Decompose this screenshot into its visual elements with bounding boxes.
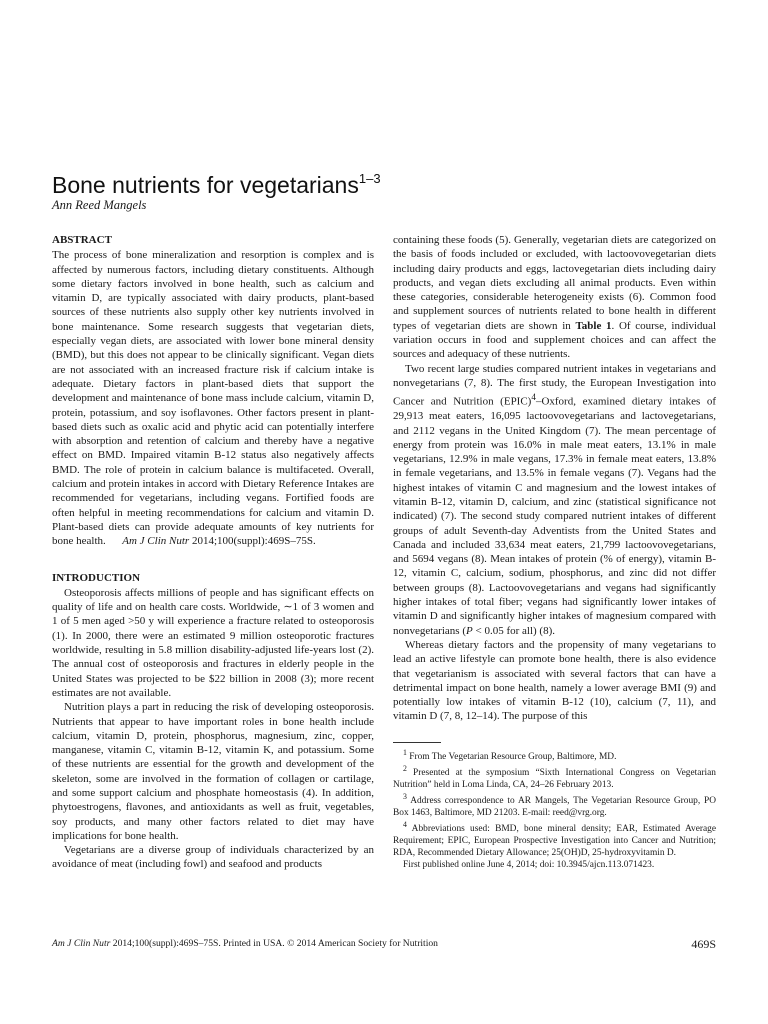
intro-paragraph: Vegetarians are a diverse group of individuals characterized by an avoidance of meat (including fowl) and seafood and products	[52, 844, 374, 871]
table-reference-link[interactable]: Table 1	[575, 319, 612, 332]
right-column	[393, 233, 716, 871]
intro-paragraph: Osteoporosis affects millions of people and has significant effects on quality of life and on health care costs. Worldwide, ∼1 of 3 women and 1 of 5 men aged >50 y will experience a fracture related to osteoporosis (1). In 2000, there were an estimated 9 million osteoporotic fractures worldwide, resulting in 5.8 million disability-adjusted life-years lost (2). The annual cost of osteoporosis and fractures in elderly people in the United States was projected to be $22 billion in 2008 (3); more recent estimates are not available.	[52, 586, 374, 699]
abstract-body	[52, 248, 374, 548]
footnote	[393, 763, 716, 791]
footer-citation-text: 2014;100(suppl):469S–75S. Printed in USA. © 2014 American Society for Nutrition	[112, 938, 438, 949]
footer-citation	[52, 938, 438, 949]
body-paragraph	[393, 362, 716, 638]
footnote-text: Address correspondence to AR Mangels, The Vegetarian Resource Group, PO Box 1463, Baltimore, MD 21203. E-mail: reed@vrg.org.	[393, 796, 716, 819]
body-text: containing these foods (5). Generally, vegetarian diets are categorized on the basis of foods included or excluded, with lactoovovegetarian diets including dairy products and eggs, lactovegetarian diets including dairy products, and vegan diets excluding all animal products. Even within these categories, considerable heterogeneity exists (6). Common food and supplement sources of nutrients related to bone health in different types of vegetarian diets are shown in	[393, 234, 716, 332]
title-superscript: 1–3	[358, 171, 381, 187]
body-paragraph	[393, 233, 716, 362]
footnote-text: From The Vegetarian Resource Group, Baltimore, MD.	[409, 751, 617, 762]
body-paragraph: Whereas dietary factors and the propensity of many vegetarians to lead an active lifestyle can promote bone health, there is also evidence that vegetarianism is associated with several factors that can have a detrimental impact on bone health, namely a lower average BMI (9) and potentially low intakes of vitamin B-12 (10), calcium (7, 11), and vitamin D (7, 8, 12–14). The purpose of this	[393, 638, 716, 723]
intro-paragraph: Nutrition plays a part in reducing the risk of developing osteoporosis. Nutrients that appear to have important roles in bone health include calcium, vitamin D, protein, phosphorus, magnesium, zinc, copper, manganese, vitamin C, vitamin B-12, vitamin K, and potassium. Some of these nutrients are essential for the growth and development of the skeleton, some are involved in the formation of collagen or cartilage, and some support calcium and phosphate homeostasis (4). In addition, phytoestrogens, flavones, and antioxidants as well as fruit, vegetables, soy products, and many other factors related to diet may have implications for bone health.	[52, 701, 374, 842]
footnote	[393, 819, 716, 859]
abstract-citation-details: 2014;100(suppl):469S–75S.	[191, 535, 316, 548]
author-name: Ann Reed Mangels	[52, 198, 147, 212]
body-text: Two recent large studies compared nutrient intakes in vegetarians and nonvegetarians (7, 8). The first study, the European Investigation into Cancer and Nutrition (EPIC)	[393, 362, 716, 408]
footnote-mark: 4	[403, 820, 407, 830]
footer-journal: Am J Clin Nutr	[52, 938, 111, 949]
abstract-citation-journal: Am J Clin Nutr	[122, 535, 190, 548]
article-title	[52, 171, 381, 199]
abstract-heading: ABSTRACT	[52, 234, 112, 246]
footnote-marker: 4	[531, 392, 536, 403]
body-text: –Oxford, examined dietary intakes of 29,913 meat eaters, 16,095 lactoovovegetarians and lactovegetarians, and 2112 vegans in the United Kingdom (7). The mean percentage of energy from protein was 16.0% in male meat eaters, 13.1% in male vegetarians, 12.9% in male vegans, 17.3% in female meat eaters, 13.8% in female vegetarians, and 13.5% in female vegans (7). Vegans had the highest intakes of vitamin C and magnesium and the lowest intakes of vitamin B-12, vitamin D, calcium, and zinc (statistical significance not indicated) (7). The second study compared nutrient intakes of different groups of adult Seventh-day Adventists from the United States and Canada and included 33,634 meat eaters, 21,799 lactoovovegetarians, and 5694 vegans (8). Mean intakes of protein (% of energy), vitamin B-12, vitamin C, calcium, sodium, phosphorus, and zinc did not differ between groups (8). Lactoovovegetarians and vegans had significantly higher intakes of total fiber; vegans had significantly lower intakes of vitamin D and significantly higher intakes of magnesium compared with nonvegetarians (	[393, 395, 717, 637]
footnote-divider	[393, 742, 441, 743]
body-text: . Of course, individual variation occurs in food and supplement choices and can affect the sources and adequacy of these nutrients.	[393, 319, 716, 361]
footnote-mark: 1	[403, 747, 407, 757]
p-value-symbol: P	[466, 624, 473, 637]
footnote-mark: 2	[403, 763, 407, 773]
footnote	[393, 791, 716, 819]
footnote-text: Presented at the symposium “Sixth International Congress on Vegetarian Nutrition” held in Loma Linda, CA, 24–26 February 2013.	[393, 768, 716, 790]
published-note: First published online June 4, 2014; doi: 10.3945/ajcn.113.071423.	[403, 860, 655, 871]
abstract-text: The process of bone mineralization and resorption is complex and is affected by numerous factors, including dietary constituents. Although some dietary factors involved in bone health, such as calcium and vitamin D, are typically associated with dairy products, plant-based sources of these nutrients also supply other key nutrients involved in bone maintenance. Some research suggests that vegetarian diets, especially vegan diets, are associated with lower bone mineral density (BMD), but this does not appear to be clinically significant. Vegan diets are not associated with an increased fracture risk if calcium intake is adequate. Dietary factors in plant-based diets that support the development and maintenance of bone mass include calcium, vitamin D, protein, potassium, and soy isoflavones. Other factors present in plant-based diets such as oxalic acid and phytic acid can potentially interfere with absorption and retention of calcium and thereby have a negative effect on BMD. Impaired vitamin B-12 status also negatively affects BMD. The role of protein in calcium balance is multifaceted. Overall, calcium and protein intakes in accord with Dietary Reference Intakes are recommended for vegetarians, including vegans. Fortified foods are often helpful in meeting recommendations for calcium and vitamin D. Plant-based diets can provide adequate amounts of key nutrients for bone health.	[52, 249, 374, 548]
body-text: < 0.05 for all) (8).	[472, 624, 555, 637]
footnote	[393, 747, 716, 763]
left-column	[52, 233, 374, 872]
title-text: Bone nutrients for vegetarians	[52, 172, 359, 199]
page-number: 469S	[691, 937, 716, 951]
introduction-heading: INTRODUCTION	[52, 571, 141, 584]
footnote-mark: 3	[403, 792, 407, 801]
footnote-text: Abbreviations used: BMD, bone mineral density; EAR, Estimated Average Requirement; EPIC, European Prospective Investigation into Cancer and Nutrition; RDA, Recommended Dietary Allowance; 25(OH)D, 25-hydroxyvitamin D.	[393, 824, 716, 859]
